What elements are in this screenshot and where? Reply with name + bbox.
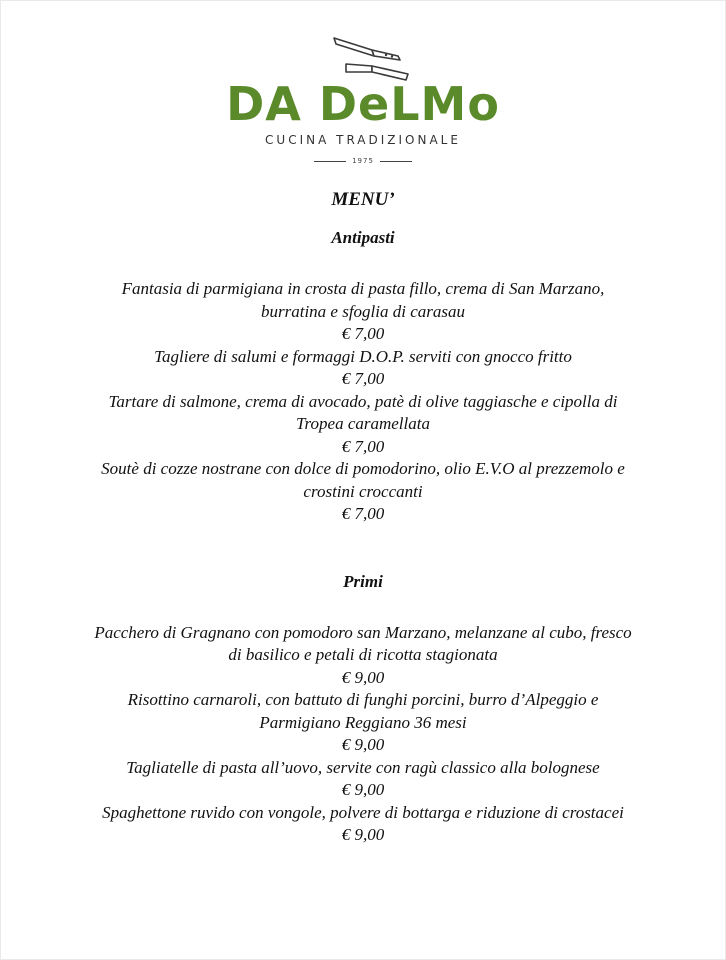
- menu-item: [0, 802, 726, 847]
- menu-item: [0, 458, 726, 526]
- item-description: Tagliatelle di pasta all’uovo, servite con ragù classico alla bolognese: [126, 757, 600, 777]
- menu-item: [0, 391, 726, 459]
- item-price: € 9,00: [341, 735, 385, 754]
- restaurant-logo: [0, 30, 726, 170]
- item-description: Parmigiano Reggiano 36 mesi: [259, 712, 467, 732]
- item-description: Risottino carnaroli, con battuto di funghi porcini, burro d’Alpeggio e: [127, 690, 599, 709]
- item-description: burratina e sfoglia di carasau: [260, 301, 465, 321]
- item-price: € 7,00: [341, 369, 385, 388]
- divider: [314, 161, 346, 162]
- item-price: € 9,00: [341, 780, 385, 799]
- item-description: Fantasia di parmigiana in crosta di pasta fillo, crema di San Marzano,: [121, 279, 605, 298]
- menu-item: [0, 757, 726, 802]
- item-price: € 7,00: [341, 436, 385, 456]
- item-description: crostini croccanti: [303, 481, 423, 501]
- menu-item: [0, 689, 726, 757]
- item-description: di basilico e petali di ricotta stagionata: [228, 645, 498, 664]
- crossed-knives-icon: [328, 34, 412, 82]
- item-price: € 7,00: [341, 504, 385, 523]
- item-description: Spaghettone ruvido con vongole, polvere di bottarga e riduzione di crostacei: [102, 802, 624, 822]
- section-items-primi: [0, 622, 726, 847]
- item-description: Tropea caramellata: [296, 414, 430, 433]
- menu-item: [0, 622, 726, 690]
- item-price: € 9,00: [341, 825, 385, 844]
- divider: [380, 161, 412, 162]
- item-description: Tagliere di salumi e formaggi D.O.P. serviti con gnocco fritto: [154, 346, 572, 366]
- item-price: € 9,00: [341, 667, 385, 687]
- menu-body: [0, 186, 726, 847]
- item-price: € 7,00: [341, 324, 385, 343]
- menu-item: [0, 278, 726, 346]
- brand-tagline: CUCINA TRADIZIONALE: [265, 133, 461, 147]
- brand-name: DA DeLMo: [226, 77, 500, 131]
- menu-title: MENU’: [331, 189, 395, 210]
- founding-year: 1975: [352, 157, 374, 165]
- founding-year-row: [0, 154, 726, 168]
- item-description: Soutè di cozze nostrane con dolce di pomodorino, olio E.V.O al prezzemolo e: [101, 459, 625, 478]
- section-items-antipasti: [0, 278, 726, 526]
- section-title-primi: Primi: [343, 571, 383, 591]
- menu-item: [0, 346, 726, 391]
- section-title-antipasti: Antipasti: [331, 228, 395, 247]
- item-description: Pacchero di Gragnano con pomodoro san Marzano, melanzane al cubo, fresco: [94, 622, 632, 642]
- item-description: Tartare di salmone, crema di avocado, patè di olive taggiasche e cipolla di: [108, 391, 618, 411]
